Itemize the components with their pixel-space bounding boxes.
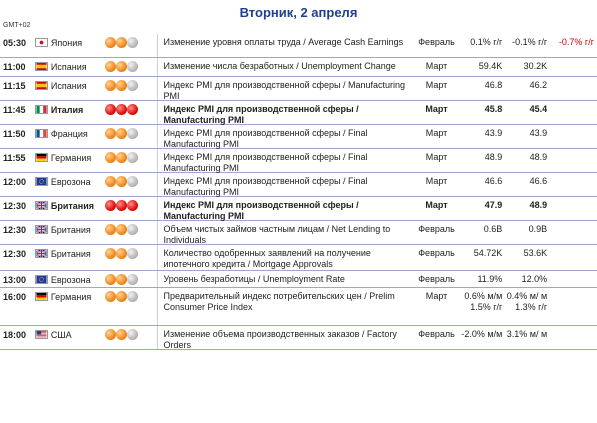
column-divider xyxy=(157,149,158,172)
event-name: Изменение уровня оплаты труда / Average Cash Earnings xyxy=(163,37,404,47)
column-divider xyxy=(157,326,158,349)
previous-value xyxy=(550,173,597,176)
previous-value xyxy=(550,58,597,61)
spain-flag-icon xyxy=(35,81,48,90)
event-period: Март xyxy=(425,152,448,162)
forecast-value: 3.1% м/ м xyxy=(506,329,548,339)
event-time: 12:30 xyxy=(3,225,27,235)
forecast-value: 48.9 xyxy=(529,152,548,162)
importance-dot-icon xyxy=(116,104,127,115)
event-period: Февраль xyxy=(418,329,455,339)
importance-dot-icon xyxy=(116,329,127,340)
france-flag-icon xyxy=(35,129,48,138)
importance-dot-icon xyxy=(116,291,127,302)
country-name: Испания xyxy=(50,62,87,72)
country-cell xyxy=(33,245,158,259)
italy-flag-icon xyxy=(35,105,48,114)
event-name: Индекс PMI для производственной сферы / Manufacturing PMI xyxy=(163,80,406,101)
event-period: Февраль xyxy=(418,274,455,284)
table-row xyxy=(0,149,597,173)
spain-flag-icon xyxy=(35,62,48,71)
importance-dot-icon xyxy=(105,61,116,72)
importance-dot-inactive-icon xyxy=(127,128,138,139)
economic-calendar-table xyxy=(0,34,597,350)
previous-value xyxy=(550,197,597,200)
actual-value: 0.6B xyxy=(483,224,503,234)
table-row xyxy=(0,271,597,288)
country-cell xyxy=(33,149,158,163)
event-period: Март xyxy=(425,80,448,90)
country-cell xyxy=(33,271,158,285)
importance-indicator xyxy=(105,291,138,302)
forecast-value: 0.4% м/ м 1.3% г/г xyxy=(506,291,548,312)
table-row xyxy=(0,173,597,197)
importance-indicator xyxy=(105,61,138,72)
importance-dot-icon xyxy=(105,152,116,163)
country-cell xyxy=(33,197,158,211)
usa-flag-icon xyxy=(35,330,48,339)
country-name: Германия xyxy=(50,153,92,163)
eurozone-flag-icon xyxy=(35,177,48,186)
importance-indicator xyxy=(105,176,138,187)
importance-dot-icon xyxy=(116,224,127,235)
event-time: 11:55 xyxy=(3,153,26,163)
importance-indicator xyxy=(105,224,138,235)
forecast-value: -0.1% г/г xyxy=(512,37,548,47)
event-period: Февраль xyxy=(418,37,455,47)
column-divider xyxy=(157,245,158,270)
country-cell xyxy=(33,288,158,302)
forecast-value: 45.4 xyxy=(529,104,548,114)
event-name: Объем чистых займов частным лицам / Net Lending to Individuals xyxy=(163,224,391,245)
event-name: Индекс PMI для производственной сферы / Final Manufacturing PMI xyxy=(163,176,368,197)
importance-dot-icon xyxy=(116,61,127,72)
importance-dot-icon xyxy=(105,291,116,302)
country-name: Италия xyxy=(50,105,84,115)
importance-dot-icon xyxy=(116,274,127,285)
actual-value: 45.8 xyxy=(484,104,503,114)
importance-dot-icon xyxy=(105,176,116,187)
importance-dot-icon xyxy=(127,200,138,211)
germany-flag-icon xyxy=(35,292,48,301)
event-time: 16:00 xyxy=(3,292,27,302)
actual-value: 48.9 xyxy=(484,152,503,162)
country-name: Германия xyxy=(50,292,92,302)
importance-dot-icon xyxy=(116,37,127,48)
previous-value xyxy=(550,149,597,152)
actual-value: 47.9 xyxy=(484,200,503,210)
country-name: Франция xyxy=(50,129,88,139)
previous-value xyxy=(550,125,597,128)
importance-indicator xyxy=(105,200,138,211)
event-period: Февраль xyxy=(418,248,455,258)
table-row xyxy=(0,58,597,77)
country-name: Британия xyxy=(50,201,95,211)
event-name: Уровень безработицы / Unemployment Rate xyxy=(163,274,345,284)
event-period: Март xyxy=(425,176,448,186)
importance-dot-inactive-icon xyxy=(127,248,138,259)
uk-flag-icon xyxy=(35,201,48,210)
importance-dot-icon xyxy=(127,104,138,115)
importance-indicator xyxy=(105,329,138,340)
previous-value xyxy=(550,101,597,104)
event-time: 11:50 xyxy=(3,129,26,139)
column-divider xyxy=(157,288,158,325)
importance-dot-inactive-icon xyxy=(127,224,138,235)
column-divider xyxy=(157,125,158,148)
column-divider xyxy=(157,197,158,220)
previous-value xyxy=(550,271,597,274)
forecast-value: 48.9 xyxy=(529,200,548,210)
forecast-value: 53.6K xyxy=(523,248,548,258)
event-name: Изменение объема производственных заказов / Factory Orders xyxy=(163,329,397,350)
forecast-value: 46.6 xyxy=(529,176,548,186)
importance-dot-icon xyxy=(116,128,127,139)
importance-indicator xyxy=(105,80,138,91)
country-cell xyxy=(33,101,158,115)
column-divider xyxy=(157,77,158,100)
country-name: Британия xyxy=(50,225,91,235)
event-name: Предварительный индекс потребительских цен / Prelim Consumer Price Index xyxy=(163,291,395,312)
table-row xyxy=(0,34,597,58)
importance-dot-inactive-icon xyxy=(127,61,138,72)
table-row xyxy=(0,245,597,271)
event-period: Март xyxy=(425,200,448,210)
country-name: Британия xyxy=(50,249,91,259)
importance-dot-inactive-icon xyxy=(127,152,138,163)
importance-dot-icon xyxy=(116,248,127,259)
importance-dot-icon xyxy=(116,80,127,91)
importance-dot-icon xyxy=(105,224,116,235)
importance-indicator xyxy=(105,248,138,259)
column-divider xyxy=(157,271,158,287)
country-cell xyxy=(33,77,158,91)
event-time: 05:30 xyxy=(3,38,27,48)
importance-dot-icon xyxy=(105,128,116,139)
uk-flag-icon xyxy=(35,225,48,234)
actual-value: 46.6 xyxy=(484,176,503,186)
event-time: 11:45 xyxy=(3,105,26,115)
previous-value xyxy=(550,77,597,80)
timezone-label: GMT+02 xyxy=(3,22,31,29)
country-name: Еврозона xyxy=(50,177,91,187)
table-row xyxy=(0,77,597,101)
event-period: Март xyxy=(425,104,448,114)
country-cell xyxy=(33,173,158,187)
event-name: Индекс PMI для производственной сферы / Manufacturing PMI xyxy=(163,200,359,221)
importance-indicator xyxy=(105,152,138,163)
event-period: Февраль xyxy=(418,224,455,234)
previous-value xyxy=(550,326,597,329)
previous-value: -0.7% г/г xyxy=(558,37,594,47)
event-time: 12:30 xyxy=(3,201,27,211)
forecast-value: 46.2 xyxy=(529,80,548,90)
table-row xyxy=(0,326,597,350)
country-cell xyxy=(33,125,158,139)
country-cell xyxy=(33,58,158,72)
previous-value xyxy=(550,221,597,224)
event-name: Изменение числа безработных / Unemployment Change xyxy=(163,61,396,71)
importance-dot-inactive-icon xyxy=(127,80,138,91)
importance-dot-inactive-icon xyxy=(127,176,138,187)
importance-indicator xyxy=(105,37,138,48)
importance-dot-inactive-icon xyxy=(127,329,138,340)
importance-dot-icon xyxy=(105,104,116,115)
country-cell xyxy=(33,221,158,235)
column-divider xyxy=(157,173,158,196)
forecast-value: 43.9 xyxy=(529,128,548,138)
actual-value: -2.0% м/м xyxy=(461,329,503,339)
importance-dot-inactive-icon xyxy=(127,274,138,285)
importance-dot-icon xyxy=(116,152,127,163)
importance-dot-icon xyxy=(105,329,116,340)
event-time: 11:15 xyxy=(3,81,26,91)
event-period: Март xyxy=(425,61,448,71)
importance-dot-icon xyxy=(105,274,116,285)
event-name: Индекс PMI для производственной сферы / Manufacturing PMI xyxy=(163,104,359,125)
importance-indicator xyxy=(105,104,138,115)
event-time: 12:00 xyxy=(3,177,27,187)
importance-indicator xyxy=(105,274,138,285)
actual-value: 54.72K xyxy=(473,248,503,258)
importance-indicator xyxy=(105,128,138,139)
actual-value: 59.4K xyxy=(478,61,503,71)
germany-flag-icon xyxy=(35,153,48,162)
importance-dot-icon xyxy=(116,200,127,211)
table-row xyxy=(0,101,597,125)
country-name: США xyxy=(50,330,72,340)
event-time: 11:00 xyxy=(3,62,26,72)
country-name: Япония xyxy=(50,38,83,48)
country-name: Испания xyxy=(50,81,87,91)
forecast-value: 12.0% xyxy=(521,274,548,284)
table-row xyxy=(0,288,597,326)
page-title: Вторник, 2 апреля xyxy=(239,5,358,20)
eurozone-flag-icon xyxy=(35,275,48,284)
event-name: Индекс PMI для производственной сферы / Final Manufacturing PMI xyxy=(163,152,368,173)
event-time: 13:00 xyxy=(3,275,27,285)
forecast-value: 0.9B xyxy=(528,224,548,234)
column-divider xyxy=(157,221,158,244)
country-cell xyxy=(33,326,158,340)
previous-value xyxy=(550,245,597,248)
event-name: Индекс PMI для производственной сферы / Final Manufacturing PMI xyxy=(163,128,368,149)
event-time: 12:30 xyxy=(3,249,27,259)
actual-value: 0.1% г/г xyxy=(470,37,503,47)
importance-dot-icon xyxy=(105,200,116,211)
event-name: Количество одобренных заявлений на получение ипотечного кредита / Mortgage Approvals xyxy=(163,248,371,269)
event-period: Март xyxy=(425,128,448,138)
table-row xyxy=(0,125,597,149)
column-divider xyxy=(157,34,158,57)
importance-dot-inactive-icon xyxy=(127,291,138,302)
importance-dot-icon xyxy=(116,176,127,187)
country-name: Еврозона xyxy=(50,275,91,285)
actual-value: 0.6% м/м 1.5% г/г xyxy=(464,291,503,312)
table-row xyxy=(0,197,597,221)
importance-dot-icon xyxy=(105,248,116,259)
uk-flag-icon xyxy=(35,249,48,258)
event-period: Март xyxy=(425,291,448,301)
actual-value: 11.9% xyxy=(477,274,503,284)
actual-value: 46.8 xyxy=(484,80,503,90)
country-cell xyxy=(33,34,158,48)
importance-dot-inactive-icon xyxy=(127,37,138,48)
forecast-value: 30.2K xyxy=(523,61,548,71)
importance-dot-icon xyxy=(105,37,116,48)
importance-dot-icon xyxy=(105,80,116,91)
column-divider xyxy=(157,58,158,76)
table-row xyxy=(0,221,597,245)
japan-flag-icon xyxy=(35,38,48,47)
actual-value: 43.9 xyxy=(484,128,503,138)
previous-value xyxy=(550,288,597,291)
event-time: 18:00 xyxy=(3,330,27,340)
column-divider xyxy=(157,101,158,124)
